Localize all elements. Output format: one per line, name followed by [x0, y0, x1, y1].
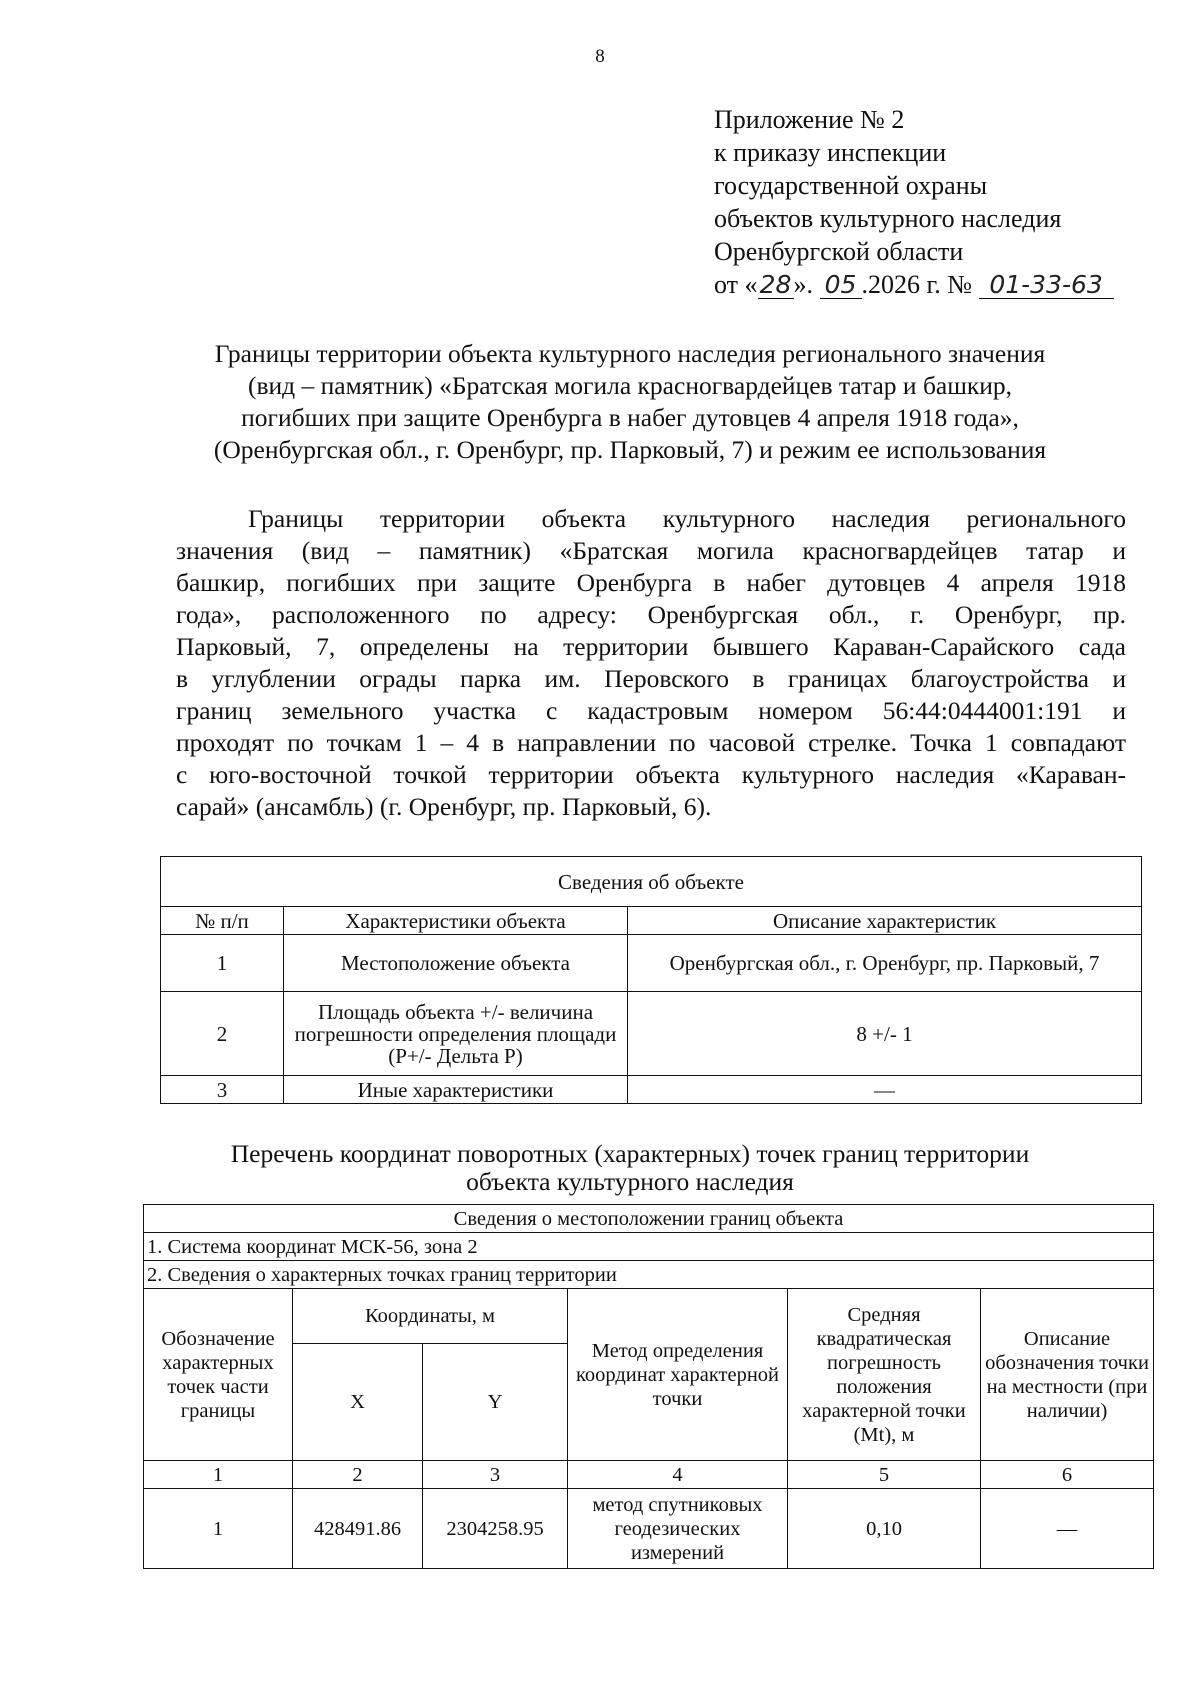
column-number: 2 — [293, 1461, 423, 1489]
column-number: 1 — [144, 1461, 293, 1489]
cell-description: 8 +/- 1 — [628, 992, 1142, 1076]
handwritten-day: 28 — [758, 272, 794, 299]
paragraph-line: проходят по точкам 1 – 4 в направлении по часовой стрелке. Точка 1 совпадают — [176, 728, 1126, 757]
title-line: (Оренбургская обл., г. Оренбург, пр. Парковый, 7) и режим ее использования — [213, 435, 1047, 464]
cell-characteristic: Иные характеристики — [284, 1076, 628, 1104]
body-paragraph — [176, 503, 1126, 823]
cell-characteristic: Площадь объекта +/- величина погрешности определения площади (Р+/- Дельта Р) — [284, 992, 628, 1076]
date-mid: ». — [793, 270, 814, 299]
title-line: (вид – памятник) «Братская могила красногвардейцев татар и башкир, — [247, 371, 1013, 400]
header-cell-coordinates: Координаты, м — [293, 1289, 568, 1344]
header-cell-x: X — [293, 1344, 423, 1461]
appendix-line: Приложение № 2 — [714, 105, 905, 134]
paragraph-line: сарай» (ансамбль) (г. Оренбург, пр. Парковый, 6). — [176, 792, 712, 821]
table-row — [161, 992, 1142, 1076]
column-number: 5 — [788, 1461, 981, 1489]
paragraph-line: в углублении ограды парка им. Перовского в границах благоустройства и — [176, 664, 1126, 693]
column-number: 6 — [981, 1461, 1154, 1489]
cell-number: 1 — [161, 935, 284, 992]
cell-number: 2 — [161, 992, 284, 1076]
header-cell-error: Средняя квадратическая погрешность положения характерной точки (Mt), м — [788, 1289, 981, 1461]
paragraph-line: границ земельного участка с кадастровым номером 56:44:0444001:191 и — [176, 696, 1126, 725]
header-cell-designation: Обозначение характерных точек части границы — [144, 1289, 293, 1461]
cell-y: 2304258.95 — [423, 1489, 568, 1569]
cell-number: 3 — [161, 1076, 284, 1104]
appendix-line: объектов культурного наследия — [714, 204, 1062, 233]
cell-description: — — [628, 1076, 1142, 1104]
header-cell-characteristic: Характеристики объекта — [284, 907, 628, 935]
cell-description: — — [981, 1489, 1154, 1569]
appendix-date-line — [714, 268, 1114, 301]
points-caption-row: 2. Сведения о характерных точках границ территории — [144, 1261, 1154, 1289]
table-row — [144, 1489, 1154, 1569]
header-cell-number: № п/п — [161, 907, 284, 935]
object-info-table — [160, 856, 1142, 1104]
header-cell-y: Y — [423, 1344, 568, 1461]
heading-line: Перечень координат поворотных (характерных) точек границ территории — [230, 1139, 1030, 1168]
handwritten-month: 05 — [820, 272, 862, 299]
date-suffix: .2026 г. № — [861, 270, 973, 299]
coordinate-system-row: 1. Система координат МСК-56, зона 2 — [144, 1233, 1154, 1261]
appendix-line: к приказу инспекции — [714, 138, 947, 167]
column-number-row — [144, 1461, 1154, 1489]
table-caption: Сведения о местоположении границ объекта — [144, 1205, 1154, 1233]
cell-characteristic: Местоположение объекта — [284, 935, 628, 992]
paragraph-line: с юго-восточной точкой территории объекта культурного наследия «Караван- — [176, 760, 1126, 789]
coordinates-heading — [150, 1140, 1110, 1196]
paragraph-line: значения (вид – памятник) «Братская могила красногвардейцев татар и — [176, 536, 1126, 565]
handwritten-order-number: 01-33-63 — [979, 272, 1114, 299]
title-line: Границы территории объекта культурного наследия регионального значения — [214, 339, 1046, 368]
date-prefix: от « — [714, 270, 758, 299]
appendix-line: Оренбургской области — [714, 237, 964, 266]
paragraph-line: Парковый, 7, определены на территории бывшего Караван-Сарайского сада — [176, 632, 1126, 661]
header-cell-description: Описание характеристик — [628, 907, 1142, 935]
cell-x: 428491.86 — [293, 1489, 423, 1569]
appendix-block — [714, 103, 1114, 301]
title-line: погибших при защите Оренбурга в набег дутовцев 4 апреля 1918 года», — [241, 403, 1019, 432]
header-cell-description: Описание обозначения точки на местности (при наличии) — [981, 1289, 1154, 1461]
heading-line: объекта культурного наследия — [466, 1167, 794, 1196]
page-number: 8 — [595, 46, 605, 67]
column-number: 3 — [423, 1461, 568, 1489]
table-row — [161, 935, 1142, 992]
column-number: 4 — [568, 1461, 788, 1489]
coordinates-table — [143, 1204, 1154, 1569]
cell-point: 1 — [144, 1489, 293, 1569]
paragraph-line: года», расположенного по адресу: Оренбургская обл., г. Оренбург, пр. — [176, 600, 1126, 629]
table-row — [161, 1076, 1142, 1104]
appendix-line: государственной охраны — [714, 171, 988, 200]
paragraph-line: башкир, погибших при защите Оренбурга в набег дутовцев 4 апреля 1918 — [176, 568, 1126, 597]
header-cell-method: Метод определения координат характерной точки — [568, 1289, 788, 1461]
document-title — [150, 338, 1110, 466]
cell-description: Оренбургская обл., г. Оренбург, пр. Парковый, 7 — [628, 935, 1142, 992]
cell-error: 0,10 — [788, 1489, 981, 1569]
paragraph-line: Границы территории объекта культурного наследия регионального — [248, 504, 1126, 533]
cell-method: метод спутниковых геодезических измерений — [568, 1489, 788, 1569]
table-caption: Сведения об объекте — [161, 857, 1142, 907]
